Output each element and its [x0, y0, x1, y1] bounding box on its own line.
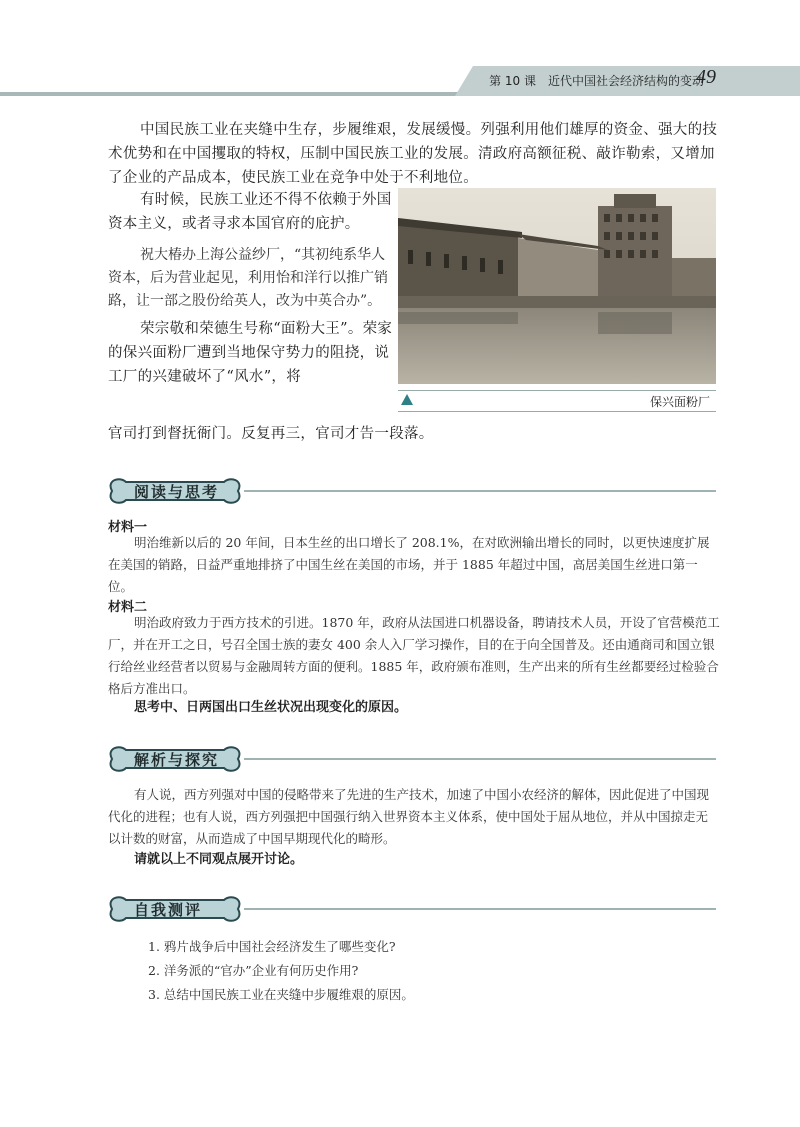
list-item: 1. 鸦片战争后中国社会经济发生了哪些变化?	[148, 939, 396, 954]
photo-caption: 保兴面粉厂	[649, 395, 710, 409]
analysis-title: 解析与探究	[134, 751, 220, 769]
list-item: 3. 总结中国民族工业在夹缝中步履维艰的原因。	[148, 987, 414, 1002]
analysis-text: 有人说，西方列强对中国的侵略带来了先进的生产技术，加速了中国小农经济的解体，因此促进了中国现代化的进程；也有人说，西方列强把中国强行纳入世界资本主义体系，使中国处于屈从地位，并从中国掠走无以计数的财富，从而造成了中国早期现代化的畸形。	[108, 787, 710, 846]
reading-question: 思考中、日两国出口生丝状况出现变化的原因。	[134, 700, 408, 715]
self-eval-title: 自我测评	[134, 901, 203, 919]
factory-photo	[398, 188, 716, 384]
factory-photo-figure	[398, 188, 716, 416]
section-rule	[244, 908, 716, 910]
reading-title: 阅读与思考	[134, 483, 220, 501]
triangle-marker-icon	[400, 393, 414, 407]
photo-caption-bar	[398, 390, 716, 412]
page-number: 49	[696, 66, 716, 88]
section-rule	[244, 490, 716, 492]
rong-paragraph: 荣宗敬和荣德生号称“面粉大王”。荣家的保兴面粉厂遭到当地保守势力的阻挠，说工厂的兴建破坏了“风水”，将	[108, 321, 393, 385]
section-rule	[244, 758, 716, 760]
left-column	[108, 188, 394, 389]
material1-label: 材料一	[108, 520, 148, 535]
reading-section-header	[104, 474, 716, 508]
self-eval-list	[148, 935, 414, 1007]
material2-text: 明治政府致力于西方技术的引进。1870 年，政府从法国进口机器设备，聘请技术人员，开设了官营模范工厂，并在开工之日，号召全国士族的妻女 400 余人入厂学习操作，目的在于向全国普及。还由通商司和国立银行给丝业经营者以贸易与金融周转方面的便利。1885 年，政府颁布准则，生产出来的所有生丝都要经过检验合格后方准出口。	[108, 615, 720, 696]
list-item: 2. 洋务派的“官办”企业有何历史作用?	[148, 963, 359, 978]
rong-paragraph-end: 官司打到督抚衙门。反复再三，官司才告一段落。	[108, 426, 434, 442]
analysis-prompt: 请就以上不同观点展开讨论。	[134, 852, 304, 867]
dependence-paragraph: 有时候，民族工业还不得不依赖于外国资本主义，或者寻求本国官府的庇护。	[108, 192, 392, 232]
material1-text: 明治维新以后的 20 年间，日本生丝的出口增长了 208.1%，在对欧洲输出增长的同时，以更快速度扩展在美国的销路，日益严重地排挤了中国生丝在美国的市场，并于 1885 年超过中国，高居美国生丝进口第一位。	[108, 535, 710, 594]
analysis-section-header	[104, 742, 716, 776]
header-rule	[0, 92, 470, 96]
material2-label: 材料二	[108, 600, 148, 615]
intro-paragraph: 中国民族工业在夹缝中生存，步履维艰，发展缓慢。列强利用他们雄厚的资金、强大的技术优势和在中国攫取的特权，压制中国民族工业的发展。清政府高额征税、敲诈勒索，又增加了企业的产品成本，使民族工业在竞争中处于不利地位。	[108, 122, 718, 186]
self-eval-section-header	[104, 892, 716, 926]
lesson-title: 第 10 课 近代中国社会经济结构的变动	[489, 74, 704, 88]
quote-paragraph: 祝大椿办上海公益纱厂，“其初纯系华人资本，后为营业起见，利用怡和洋行以推广销路，让一部之股份给英人，改为中英合办”。	[108, 247, 388, 309]
